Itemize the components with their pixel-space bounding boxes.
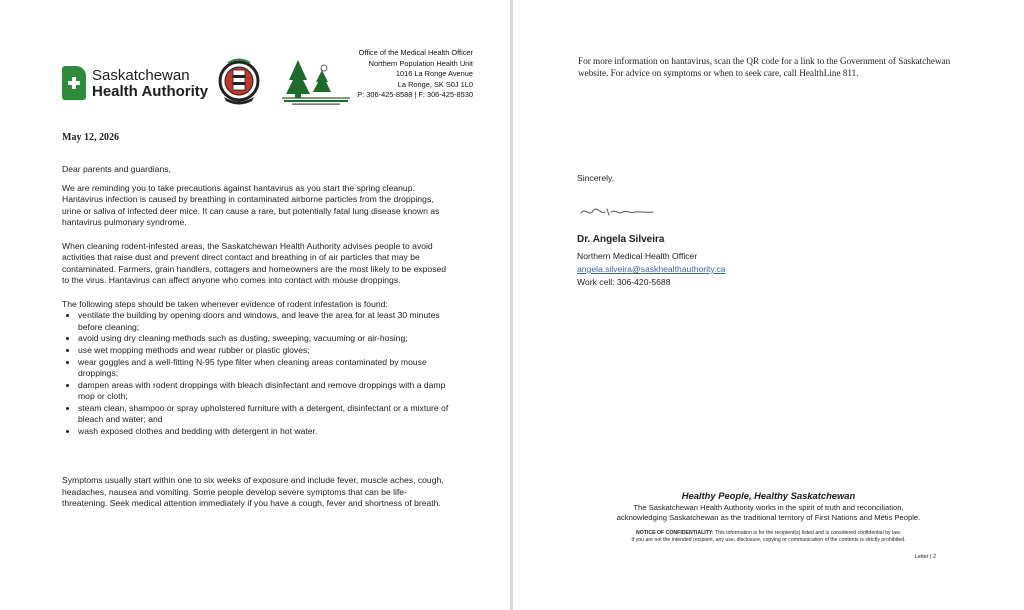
confidentiality-label: NOTICE OF CONFIDENTIALITY: — [635, 529, 714, 536]
handwritten-signature-icon — [579, 203, 659, 219]
sha-cross-icon — [62, 66, 86, 100]
signer-title: Northern Medical Health Officer — [577, 251, 698, 261]
sha-logo — [62, 64, 212, 104]
steps-intro: The following steps should be taken whenever evidence of rodent infestation is found: — [62, 298, 388, 309]
more-info-paragraph: For more information on hantavirus, scan the QR code for a link to the Government of Saskatchewan website. For advice on symptoms or when to seek care, call HealthLine 811. — [578, 56, 951, 78]
confidentiality-notice — [513, 530, 1024, 545]
sha-logo-line2: Health Authority — [92, 83, 209, 100]
letter-body — [62, 164, 450, 438]
signer-name: Dr. Angela Silveira — [577, 234, 665, 245]
confidentiality-line: If you are not the intended recipient, any use, disclosure, copying or communication of the contents is strictly prohibited. — [631, 537, 906, 544]
office-line: Office of the Medical Health Officer — [358, 48, 473, 57]
office-line: P: 306-425-8588 | F: 306-425-8530 — [357, 90, 473, 100]
letter-page-2 — [513, 0, 1024, 610]
sha-logo-line1: Saskatchewan — [92, 67, 190, 84]
health-authority-seal-icon — [218, 56, 260, 106]
letter-page-1 — [0, 0, 510, 610]
letter-footer — [513, 490, 1024, 545]
confidentiality-line: This information is for the recipient(s) listed and is considered confidential by law. — [715, 529, 902, 536]
letter-date: May 12, 2026 — [62, 132, 119, 143]
list-item: • avoid using dry cleaning methods such as dusting, sweeping, vacuuming or air-hosing; — [78, 333, 450, 345]
paragraph-1: We are reminding you to take precautions against hantavirus as you start the spring cleanup. Hantavirus infection is caused by breathing in contaminated airborne particles from the droppings, urine or saliva of infected deer mice. It can cause a rare, but potentially fatal lung disease known as hantavirus pulmonary syndrome. — [62, 182, 440, 228]
office-line: Northern Population Health Unit — [368, 58, 473, 68]
signer-work-cell: Work cell: 306-420-5688 — [577, 277, 671, 287]
northern-medical-services-logo-icon — [282, 56, 350, 106]
footer-slogan: Healthy People, Healthy Saskatchewan — [681, 490, 856, 501]
list-item: • wash exposed clothes and bedding with detergent in hot water. — [78, 426, 450, 438]
paragraph-2: When cleaning rodent-infested areas, the Saskatchewan Health Authority advises people to avoid activities that raise dust and prevent direct contact and breathing in of air particles that may be contaminated. Farmers, grain handlers, cottagers and homeowners are the most likely to be exposed to the virus. Hantavirus can affect anyone who comes into contact with mouse droppings. — [62, 240, 447, 286]
list-item: • wear goggles and a well-fitting N-95 type filter when cleaning areas contaminated by mouse droppings; — [78, 357, 450, 380]
office-line: La Ronge, SK S0J 1L0 — [397, 79, 473, 89]
footer-acknowledgement-line: acknowledging Saskatchewan as the traditional territory of First Nations and Métis People. — [616, 513, 921, 523]
footer-acknowledgement — [513, 503, 1024, 524]
footer-acknowledgement-line: The Saskatchewan Health Authority works in the spirit of truth and reconciliation, — [633, 503, 904, 512]
list-item: • steam clean, shampoo or spray upholstered furniture with a detergent, disinfectant or a mixture of bleach and water; and — [78, 403, 450, 426]
signer-email-link[interactable]: angela.silveira@saskhealthauthority.ca — [577, 264, 726, 274]
steps-list — [62, 310, 450, 438]
list-item: • use wet mopping methods and wear rubber or plastic gloves; — [78, 345, 450, 357]
closing: Sincerely, — [577, 173, 615, 183]
page-number: Letter | 2 — [914, 554, 936, 560]
list-item: • dampen areas with rodent droppings with bleach disinfectant and remove droppings with a damp mop or cloth; — [78, 380, 450, 403]
office-line: 1016 La Ronge Avenue — [395, 69, 473, 79]
office-address-block — [357, 48, 473, 101]
symptoms-paragraph: Symptoms usually start within one to six weeks of exposure and include fever, muscle aches, cough, headaches, nausea and vomiting. Some people develop severe symptoms that can be life-threatening. Seek medical attention immediately if you have a cough, fever and shortness of breath. — [62, 475, 444, 509]
list-item: • ventilate the building by opening doors and windows, and leave the area for at least 30 minutes before cleaning; — [78, 310, 450, 333]
greeting: Dear parents and guardians, — [62, 164, 171, 174]
